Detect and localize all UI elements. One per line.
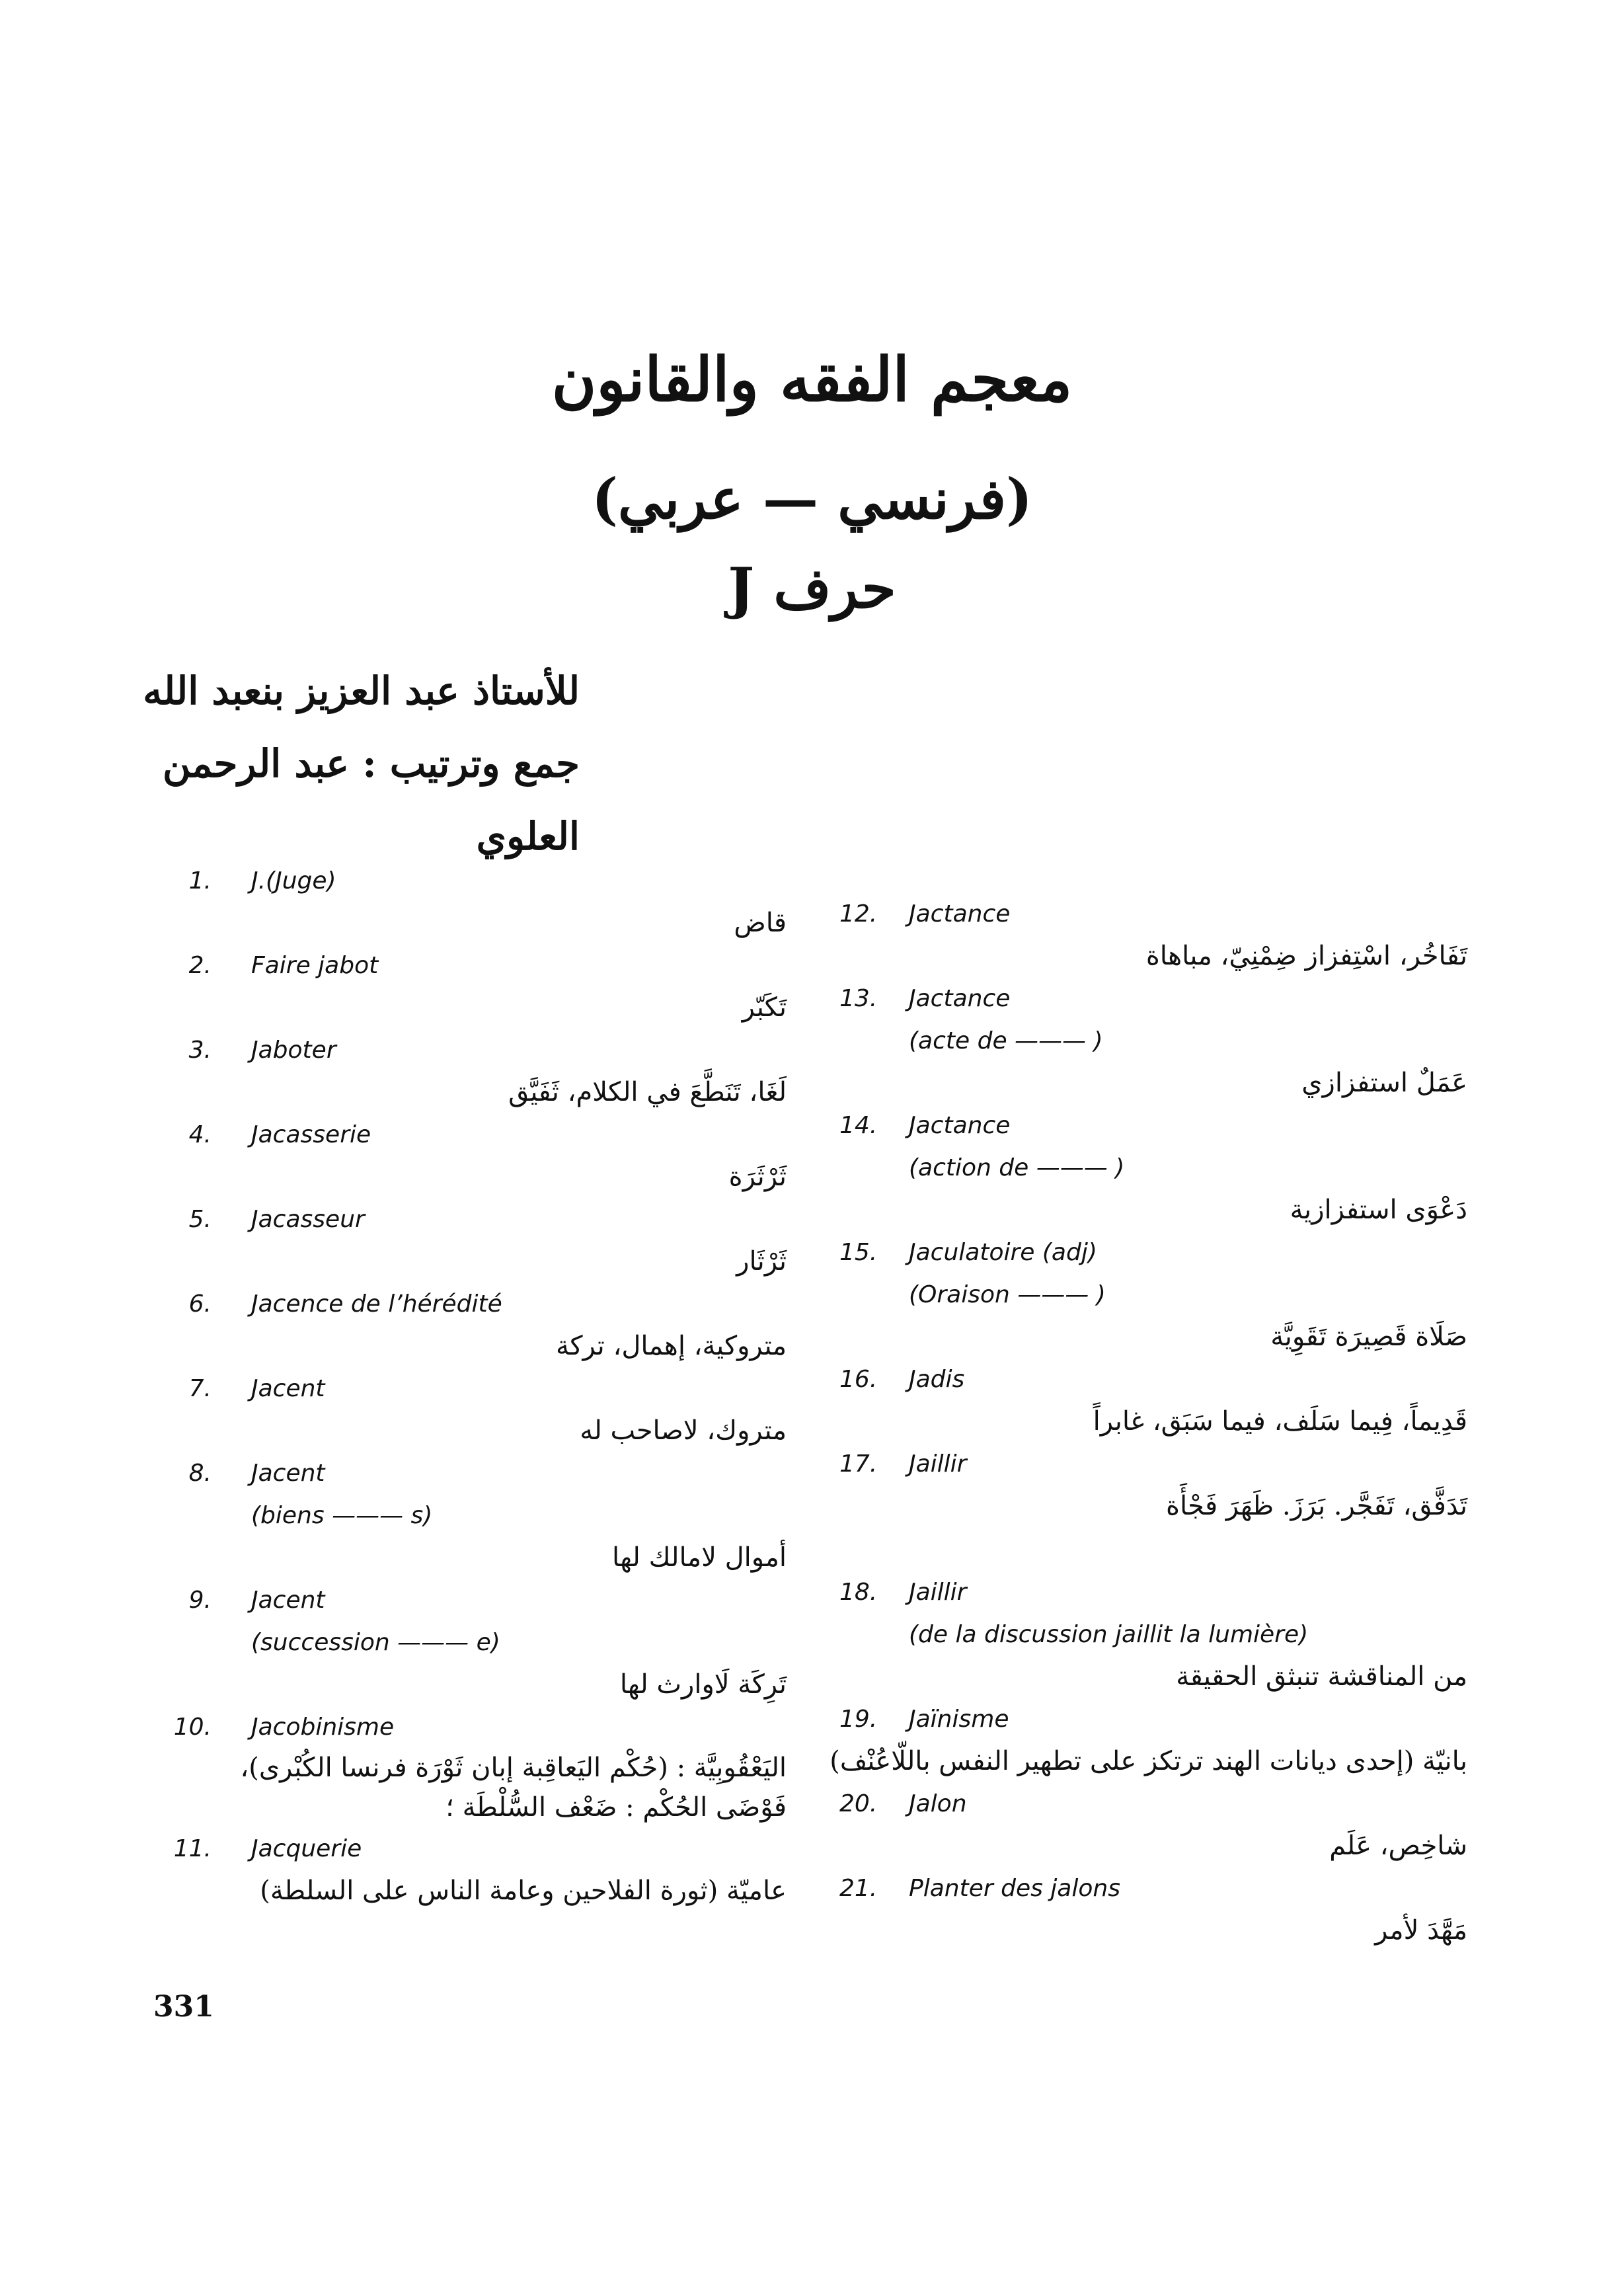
- entry-21: [839, 1867, 1467, 1952]
- arabic-translation: متروك، لاصاحب له: [580, 1415, 787, 1446]
- arabic-translation: تَرِكَة لَاوارث لها: [619, 1669, 787, 1700]
- french-subterm: (action de ——— ): [909, 1154, 1125, 1181]
- entry-number: 2.: [188, 951, 212, 979]
- french-term: Jacasseur: [251, 1205, 365, 1233]
- entry-number: 4.: [188, 1121, 212, 1148]
- entry-5: [159, 1198, 787, 1283]
- arabic-translation: عاميّة (ثورة الفلاحين وعامة الناس على السلطة): [260, 1876, 787, 1906]
- entry-number: 8.: [188, 1459, 212, 1487]
- arabic-translation: دَعْوَى استفزازية: [1290, 1195, 1467, 1225]
- entry-number: 18.: [839, 1578, 878, 1606]
- spacer: [839, 1527, 1467, 1571]
- entry-19: [830, 1698, 1467, 1782]
- entry-8: [159, 1452, 787, 1579]
- french-term: Jactance: [909, 984, 1011, 1012]
- entry-4: [159, 1113, 787, 1198]
- entry-number: 7.: [188, 1374, 212, 1402]
- entry-number: 17.: [839, 1450, 878, 1478]
- dictionary-subtitle: (فرنسي — عربي): [592, 466, 1032, 532]
- author-credits: [77, 654, 580, 873]
- entry-14: [839, 1104, 1467, 1231]
- entry-number: 1.: [188, 867, 212, 894]
- right-column: [830, 892, 1467, 1952]
- french-term: Planter des jalons: [909, 1874, 1120, 1902]
- entry-12: [839, 892, 1467, 977]
- french-term: Jacasserie: [251, 1121, 371, 1148]
- entry-3: [159, 1029, 787, 1113]
- french-term: Faire jabot: [251, 951, 379, 979]
- arabic-translation: لَغَا، تَنَطَّعَ في الكلام، ثَفَيَّق: [508, 1077, 787, 1107]
- arabic-translation: تَكَبّر: [742, 992, 787, 1023]
- entry-number: 20.: [839, 1790, 878, 1817]
- arabic-translation: بانيّة (إحدى ديانات الهند ترتكز على تطهير النفس باللّاعُنْف): [830, 1746, 1467, 1776]
- entry-number: 6.: [188, 1290, 212, 1318]
- entry-10: [159, 1706, 787, 1827]
- french-term: Jacent: [251, 1586, 325, 1614]
- entry-number: 11.: [173, 1835, 212, 1862]
- entry-17: [839, 1443, 1467, 1527]
- arabic-translation: قاض: [734, 908, 787, 938]
- arabic-translation: متروكية، إهمال، تركة: [556, 1331, 787, 1361]
- entry-number: 21.: [839, 1874, 878, 1902]
- french-term: Jadis: [909, 1365, 965, 1393]
- entry-number: 15.: [839, 1238, 878, 1266]
- entry-number: 5.: [188, 1205, 212, 1233]
- french-term: Jalon: [909, 1790, 967, 1817]
- french-term: Jaculatoire (adj): [909, 1238, 1097, 1266]
- french-term: J.(Juge): [251, 867, 336, 894]
- french-term: Jacent: [251, 1459, 325, 1487]
- entry-7: [159, 1367, 787, 1452]
- entry-number: 19.: [839, 1705, 878, 1733]
- arabic-translation: أموال لامالك لها: [612, 1542, 787, 1573]
- french-term: Jacquerie: [251, 1835, 362, 1862]
- entry-number: 12.: [839, 900, 878, 928]
- arabic-translation: شاخِص، عَلَم: [1329, 1831, 1467, 1861]
- entry-number: 9.: [188, 1586, 212, 1614]
- french-term: Jaboter: [251, 1036, 336, 1064]
- arabic-translation: من المناقشة تنبثق الحقيقة: [1176, 1661, 1467, 1692]
- french-subterm: (succession ——— e): [251, 1628, 500, 1656]
- letter-heading: حرف J: [728, 555, 896, 621]
- arabic-translation: تَفَاخُر، اسْتِفزاز ضِمْنِيّ، مباهاة: [1145, 941, 1467, 971]
- entry-6: [159, 1283, 787, 1367]
- french-subterm: (acte de ——— ): [909, 1027, 1103, 1054]
- entry-2: [159, 944, 787, 1029]
- french-term: Jacent: [251, 1374, 325, 1402]
- entry-number: 14.: [839, 1111, 878, 1139]
- french-subterm: (de la discussion jaillit la lumière): [909, 1620, 1309, 1648]
- author-line: للأستاذ عبد العزيز بنعبد الله: [143, 668, 580, 713]
- arabic-translation: اليَعْقُوبِيَّة : (حُكْم اليَعاقِبة إبان ثَوْرَة فرنسا الكُبْرى)،: [240, 1753, 787, 1783]
- entry-11: [159, 1827, 787, 1912]
- arabic-translation: مَهَّدَ لأمر: [1375, 1915, 1467, 1946]
- french-term: Jacobinisme: [251, 1713, 395, 1741]
- french-term: Jactance: [909, 900, 1011, 928]
- entry-15: [839, 1231, 1467, 1358]
- entry-13: [839, 977, 1467, 1104]
- entry-9: [159, 1579, 787, 1706]
- french-subterm: (Oraison ——— ): [909, 1281, 1106, 1308]
- french-term: Jacence de l’hérédité: [251, 1290, 502, 1318]
- french-term: Jaïnisme: [909, 1705, 1009, 1733]
- compiler-line: جمع وترتيب : عبد الرحمن العلوي: [162, 741, 580, 859]
- entry-number: 16.: [839, 1365, 878, 1393]
- french-term: Jaillir: [909, 1578, 967, 1606]
- entry-16: [839, 1358, 1467, 1443]
- french-term: Jactance: [909, 1111, 1011, 1139]
- entry-1: [159, 859, 787, 944]
- arabic-translation: تَدَفَّق، تَفَجَّر. بَرَزَ. ظَهَرَ فَجْأَة: [1165, 1491, 1467, 1521]
- french-term: Jaillir: [909, 1450, 967, 1478]
- french-subterm: (biens ——— s): [251, 1501, 433, 1529]
- arabic-translation-continued: فَوْضَى الحُكْم : ضَعْف السُّلْطَة ؛: [445, 1792, 787, 1823]
- entry-number: 13.: [839, 984, 878, 1012]
- dictionary-title: معجم الفقه والقانون: [551, 344, 1073, 415]
- entry-20: [839, 1782, 1467, 1867]
- entry-number: 10.: [173, 1713, 212, 1741]
- arabic-translation: صَلَاة قَصِيرَة تَقَوِيَّة: [1270, 1322, 1467, 1352]
- arabic-translation: قَدِيماً، فِيما سَلَف، فيما سَبَق، غابراً: [1093, 1406, 1467, 1437]
- entry-number: 3.: [188, 1036, 212, 1064]
- arabic-translation: ثَرْثَار: [736, 1246, 787, 1277]
- left-column: [159, 859, 787, 1912]
- arabic-translation: عَمَلٌ استفزازي: [1301, 1068, 1467, 1098]
- page-number: 331: [153, 1990, 214, 2024]
- arabic-translation: ثَرْثَرَة: [728, 1162, 787, 1192]
- entry-18: [839, 1571, 1467, 1698]
